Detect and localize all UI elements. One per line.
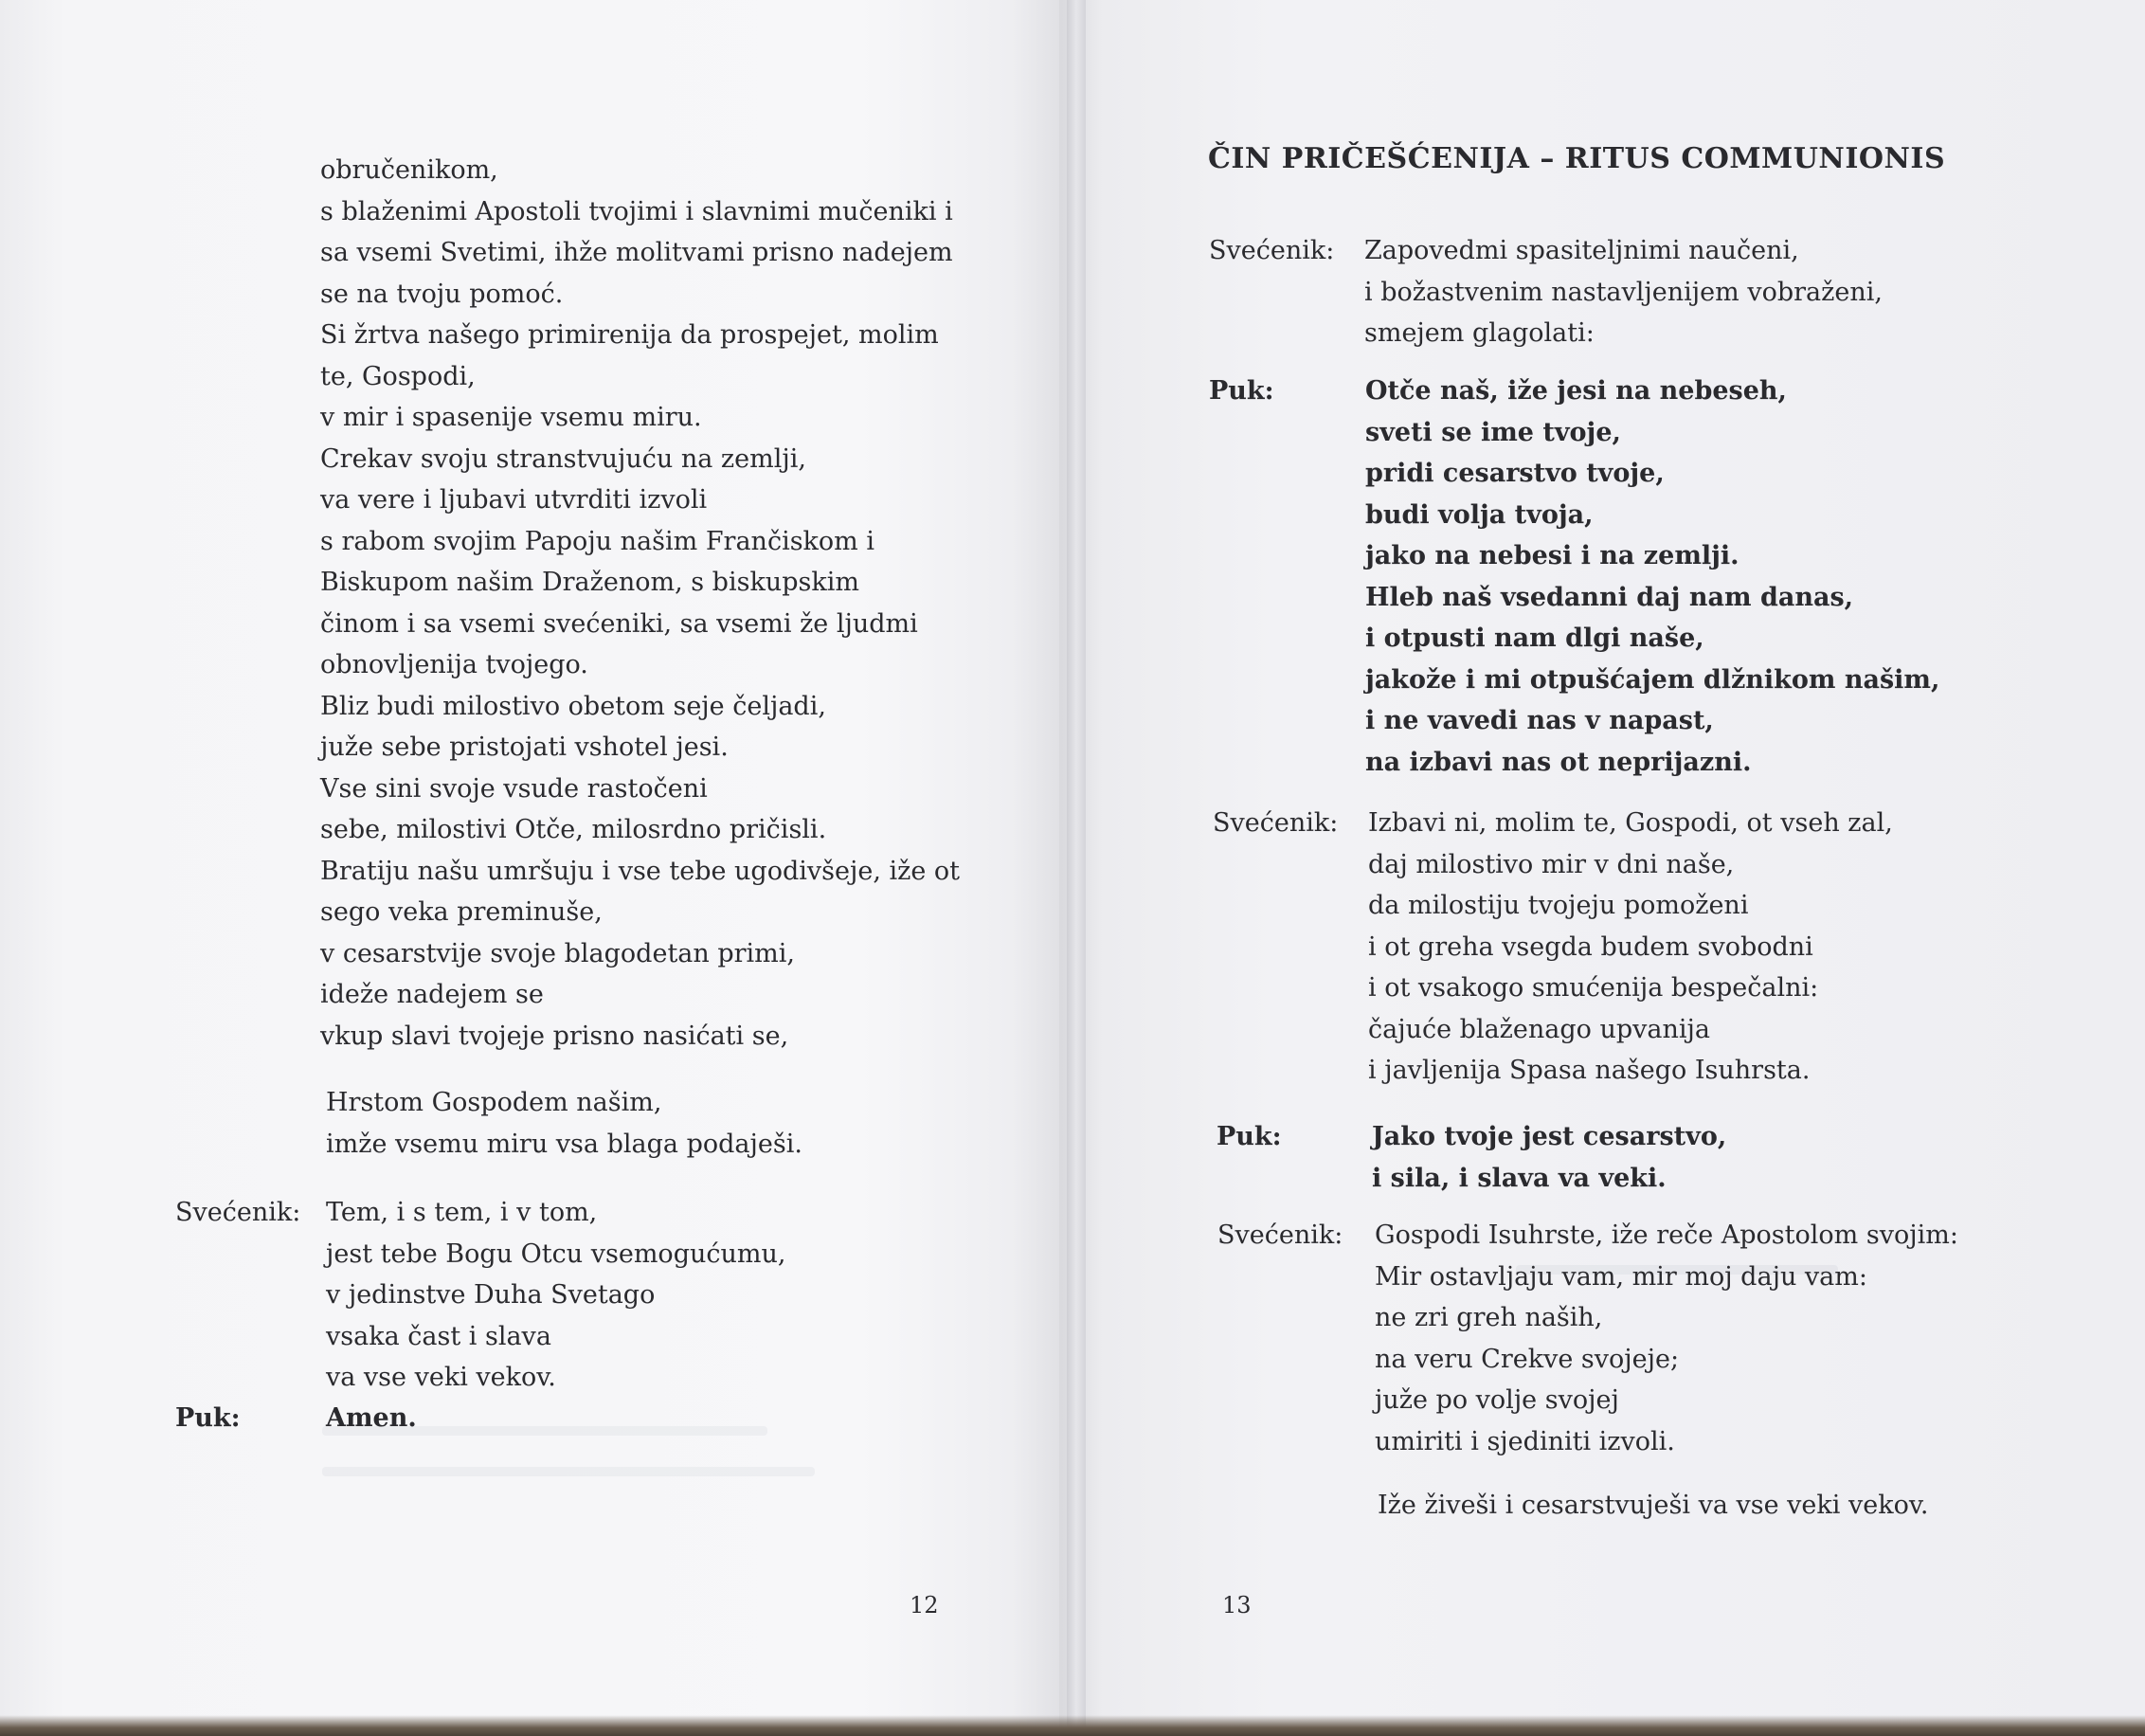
- page-number-left: 12: [910, 1592, 939, 1618]
- left-closing-text: [326, 1082, 802, 1165]
- speaker-label-puk: Puk:: [1217, 1122, 1282, 1151]
- puk-response: Amen.: [326, 1403, 417, 1433]
- text-line: i javljenija Spasa našego Isuhrsta.: [1368, 1056, 1811, 1085]
- text-line: imže vsemu miru vsa blaga podaješi.: [326, 1129, 802, 1159]
- final-text-line: Iže živeši i cesarstvuješi va vse veki vekov.: [1378, 1491, 1929, 1520]
- puk-prayer-text: [1365, 371, 1939, 783]
- text-line: Crekav svoju stranstvujuću na zemlji,: [320, 443, 806, 474]
- text-line: jest tebe Bogu Otcu vsemogućumu,: [326, 1239, 786, 1269]
- text-line: vsaka čast i slava: [326, 1321, 551, 1351]
- text-line: Bratiju našu umršuju i vse tebe ugodivšeje, iže ot: [320, 856, 961, 886]
- text-line: jakože i mi otpušćajem dlžnikom našim,: [1365, 664, 1940, 695]
- text-line: budi volja tvoja,: [1365, 499, 1594, 530]
- svecenik-text: [1375, 1215, 1958, 1462]
- text-line: ne zri greh naših,: [1375, 1303, 1603, 1332]
- text-line: v mir i spasenije vsemu miru.: [320, 403, 702, 432]
- text-line: činom i sa vsemi svećeniki, sa vsemi že ljudmi: [320, 608, 918, 639]
- show-through: [322, 1467, 815, 1476]
- text-line: Biskupom našim Draženom, s biskupskim: [320, 568, 859, 597]
- text-line: i božastvenim nastavljenijem vobraženi,: [1364, 277, 1883, 307]
- speaker-label-svecenik: Svećenik:: [175, 1198, 301, 1227]
- text-line: Si žrtva našego primirenija da prospejet, molim: [320, 320, 939, 350]
- text-line: Mir ostavljaju vam, mir moj daju vam:: [1375, 1261, 1867, 1292]
- speaker-label-puk: Puk:: [1209, 376, 1274, 406]
- table-edge: [0, 1715, 2145, 1736]
- text-line: Vse sini svoje vsude rastočeni: [320, 773, 708, 804]
- left-main-text: [320, 150, 960, 1057]
- puk-response-text: [1372, 1116, 1726, 1199]
- speaker-label-svecenik: Svećenik:: [1209, 236, 1335, 265]
- text-line: Otče naš, iže jesi na nebeseh,: [1365, 376, 1787, 406]
- text-line: Izbavi ni, molim te, Gospodi, ot vseh zal,: [1368, 808, 1893, 838]
- text-line: s rabom svojim Papoju našim Frančiskom i: [320, 526, 874, 556]
- section-title: ČIN PRIČEŠĆENIJA – RITUS COMMUNIONIS: [1208, 142, 1946, 175]
- text-line: smejem glagolati:: [1364, 318, 1595, 348]
- book-spine: [1067, 0, 1086, 1736]
- text-line: i ot vsakogo smućenija bespečalni:: [1368, 973, 1819, 1003]
- speaker-label-puk: Puk:: [175, 1403, 241, 1433]
- text-line: daj milostivo mir v dni naše,: [1368, 849, 1735, 879]
- text-line: Hrstom Gospodem našim,: [326, 1088, 662, 1117]
- text-line: sa vsemi Svetimi, ihže molitvami prisno nadejem: [320, 238, 953, 267]
- text-line: s blaženimi Apostoli tvojimi i slavnimi mučeniki i: [320, 196, 953, 226]
- text-line: i otpusti nam dlgi naše,: [1365, 624, 1704, 653]
- text-line: sego veka preminuše,: [320, 897, 603, 927]
- text-line: umiriti i sjediniti izvoli.: [1375, 1426, 1675, 1456]
- text-line: se na tvoju pomoć.: [320, 279, 564, 309]
- text-line: na izbavi nas ot neprijazni.: [1365, 747, 1752, 777]
- svecenik-text: [326, 1192, 785, 1399]
- text-line: jako na nebesi i na zemlji.: [1365, 541, 1739, 570]
- text-line: juže sebe pristojati vshotel jesi.: [320, 732, 729, 762]
- text-line: obručenikom,: [320, 155, 498, 185]
- text-line: Bliz budi milostivo obetom seje čeljadi,: [320, 691, 826, 721]
- text-line: v cesarstvije svoje blagodetan primi,: [320, 938, 796, 968]
- text-line: pridi cesarstvo tvoje,: [1365, 459, 1665, 488]
- speaker-label-svecenik: Svećenik:: [1213, 808, 1339, 838]
- text-line: sveti se ime tvoje,: [1365, 417, 1621, 447]
- text-line: i ot greha vsegda budem svobodni: [1368, 931, 1813, 962]
- text-line: čajuće blaženago upvanija: [1368, 1014, 1711, 1044]
- text-line: Zapovedmi spasiteljnimi naučeni,: [1364, 236, 1799, 265]
- svecenik-text: [1368, 803, 1893, 1092]
- text-line: ideže nadejem se: [320, 980, 544, 1009]
- text-line: Gospodi Isuhrste, iže reče Apostolom svojim:: [1375, 1221, 1958, 1250]
- page-number-right: 13: [1222, 1592, 1252, 1618]
- text-line: va vere i ljubavi utvrditi izvoli: [320, 485, 708, 515]
- text-line: vkup slavi tvojeje prisno nasićati se,: [320, 1021, 789, 1051]
- svecenik-text: [1364, 230, 1883, 354]
- text-line: da milostiju tvojeju pomoženi: [1368, 891, 1749, 920]
- text-line: Jako tvoje jest cesarstvo,: [1372, 1122, 1727, 1151]
- text-line: Tem, i s tem, i v tom,: [326, 1198, 598, 1227]
- text-line: na veru Crekve svojeje;: [1375, 1344, 1680, 1374]
- text-line: obnovljenija tvojego.: [320, 650, 588, 679]
- text-line: va vse veki vekov.: [326, 1363, 556, 1392]
- text-line: sebe, milostivi Otče, milosrdno pričisli.: [320, 815, 827, 844]
- text-line: v jedinstve Duha Svetago: [326, 1280, 656, 1310]
- text-line: i sila, i slava va veki.: [1372, 1163, 1667, 1193]
- text-line: i ne vavedi nas v napast,: [1365, 706, 1714, 735]
- speaker-label-svecenik: Svećenik:: [1217, 1221, 1343, 1250]
- text-line: te, Gospodi,: [320, 361, 476, 391]
- text-line: juže po volje svojej: [1375, 1385, 1619, 1415]
- text-line: Hleb naš vsedanni daj nam danas,: [1365, 582, 1854, 612]
